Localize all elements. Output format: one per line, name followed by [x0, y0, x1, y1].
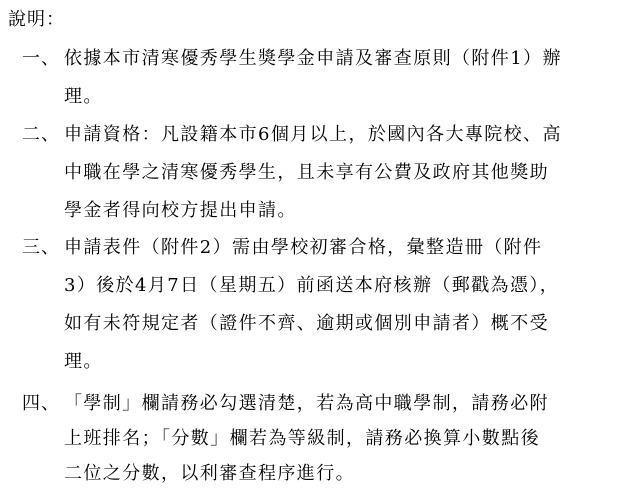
item-4-line-1: 「學制」欄請務必勾選清楚，若為高中職學制，請務必附 [64, 393, 549, 414]
item-2-line-3: 學金者得向校方提出申請。 [64, 200, 297, 221]
item-2-line-2: 中職在學之清寒優秀學生，且未享有公費及政府其他獎助 [64, 162, 549, 183]
item-3-line-3: 如有未符規定者（證件不齊、逾期或個別申請者）概不受 [64, 313, 549, 334]
item-3-line-2: 3）後於4月7日（星期五）前函送本府核辦（郵戳為憑）， [64, 275, 560, 296]
item-number-1: 一、 [22, 48, 60, 69]
item-number-4: 四、 [22, 393, 60, 414]
section-heading: 說明： [8, 9, 65, 30]
item-3-line-4: 理。 [64, 351, 103, 372]
item-number-2: 二、 [22, 124, 60, 145]
item-1-line-2: 理。 [64, 86, 103, 107]
item-2-line-1: 申請資格：凡設籍本市6個月以上，於國內各大專院校、高 [64, 124, 562, 145]
item-number-3: 三、 [22, 237, 60, 258]
item-3-line-1: 申請表件（附件2）需由學校初審合格，彙整造冊（附件 [64, 237, 543, 258]
item-4-line-3: 二位之分數，以利審查程序進行。 [64, 463, 355, 484]
item-1-line-1: 依據本市清寒優秀學生獎學金申請及審查原則（附件1）辦 [64, 48, 562, 69]
item-4-line-2: 上班排名；「分數」欄若為等級制，請務必換算小數點後 [64, 428, 540, 449]
